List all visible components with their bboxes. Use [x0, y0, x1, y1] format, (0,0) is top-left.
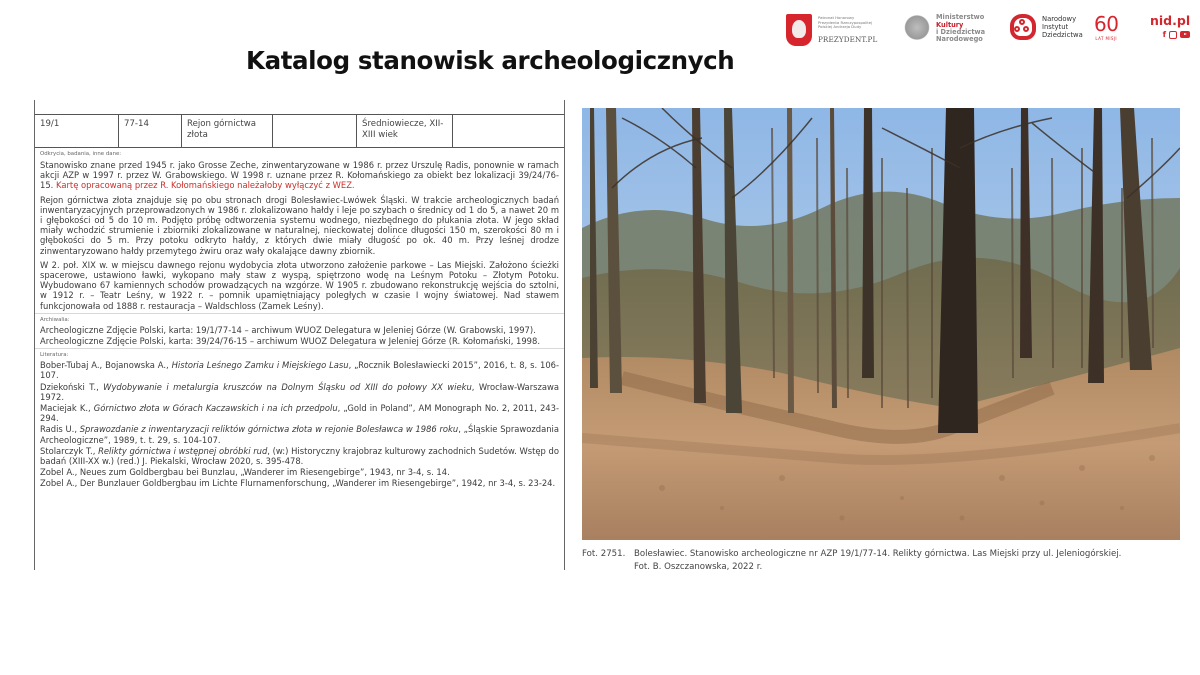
ministry-line-1: Ministerstwo [936, 13, 985, 22]
youtube-icon[interactable] [1180, 31, 1190, 38]
facebook-icon[interactable]: f [1162, 30, 1167, 39]
nid-line-3: Dziedzictwa [1042, 31, 1083, 39]
anniversary-label: LAT MISJI [1095, 36, 1118, 41]
record-header-row [35, 114, 564, 148]
anniversary-number: 60 [1094, 12, 1119, 36]
photo-number: Fot. 2751. [582, 549, 626, 559]
eagle-emblem-icon [904, 14, 930, 44]
literature-item: Bober-Tubaj A., Bojanowska A., Historia Leśnego Zamku i Miejskiego Lasu, „Rocznik Bolesławiecki 2015”, 2016, t. 8, s. 106-107. [40, 360, 559, 381]
ministry-line-2: Kultury [936, 20, 964, 29]
nid-line-2: Instytut [1042, 23, 1069, 31]
anniversary-logo [1094, 14, 1118, 41]
nidpl-logo[interactable] [1150, 14, 1190, 39]
cell-chronology: Średniowiecze, XII-XIII wiek [357, 115, 453, 147]
discoveries-paragraph-2: Rejon górnictwa złota znajduje się po obu stronach drogi Bolesławiec-Lwówek Śląski. W trakcie archeologicznych badań inwentaryzacyjnych przeprowadzonych w 1986 r. zlokalizowano hałdy i leje po szybach o średnicy od 1 do 5, a nawet 20 m i głębokości od 5 do 10 m. Podjęto próbę odtworzenia systemu wodnego, niezbędnego do płukania złota. W jego skład miały wchodzić strumienie i zbiorniki zlokalizowane w naturalnej, nieckowatej dolince długości 150 m, szerokości 80 m i głębokości do 5 m. Przy potoku odkryto hałdy, z których dwie miały długość po ok. 40 m. Przy leśnej drodze zinwentaryzowano hałdy przemytego żwiru oraz wały okalające dawny zbiornik. [40, 194, 559, 256]
site-record-card [34, 100, 565, 570]
cell-empty-2 [453, 115, 564, 147]
archive-item: Archeologiczne Zdjęcie Polski, karta: 19/1/77-14 – archiwum WUOZ Delegatura w Jeleniej Górze (W. Grabowski, 1997). [40, 324, 536, 335]
record-body [35, 148, 564, 489]
literature-item: Radis U., Sprawozdanie z inwentaryzacji reliktów górnictwa złota w rejonie Bolesławca w 1986 roku, „Śląskie Sprawozdania Archeologiczne”, 1989, t. t. 29, s. 104-107. [40, 424, 559, 445]
nid-trefoil-icon [1010, 14, 1036, 40]
archive-item: Archeologiczne Zdjęcie Polski, karta: 39/24/76-15 – archiwum WUOZ Delegatura w Jeleniej Górze (R. Kołomański, 1998. [40, 336, 541, 347]
polish-eagle-shield-icon [786, 14, 812, 46]
literature-label: Literatura: [40, 352, 69, 359]
page-title: Katalog stanowisk archeologicznych [246, 46, 735, 75]
instagram-icon[interactable] [1169, 31, 1177, 39]
photo-credit: Fot. B. Oszczanowska, 2022 r. [634, 561, 763, 572]
nidpl-link[interactable]: nid.pl [1150, 13, 1191, 28]
discoveries-note-red: Kartę opracowaną przez R. Kołomańskiego należałoby wyłączyć z WEZ. [55, 180, 355, 191]
photo-caption [582, 548, 1182, 573]
cell-site-number: 77-14 [119, 115, 182, 147]
discoveries-paragraph-3: W 2. poł. XIX w. w miejscu dawnego rejonu wydobycia złota utworzono założenie parkowe – Las Miejski. Założono ścieżki spacerowe, ustawiono ławki, wykopano mały staw z wyspą, spiętrzono wodę na Leśnym Potoku – Złotym Potoku. Wybudowano 67 kamiennych schodów prowadzących na wzgórze. W 1905 r. zbudowano rekonstrukcję wejścia do sztolni, w 1912 r. – Teatr Leśny, w 1922 r. – pomnik upamiętniający poległych w czasie I wojny światowej. Nad stawem funkcjonowała od 1888 r. restauracja – Waldschloss (Zamek Leśny). [40, 259, 559, 311]
discoveries-paragraph-1 [40, 160, 559, 191]
prezydent-patronage-text: Patronat Honorowy Prezydenta Rzeczypospolitej Polskiej Andrzeja Dudy [818, 15, 873, 30]
literature-item: Stolarczyk T., Relikty górnictwa i wstępnej obróbki rud, (w:) Historyczny krajobraz kulturowy zachodnich Sudetów. Wstęp do badań (XIII-XX w.) (red.) J. Piekalski, Wrocław 2020, s. 395-478. [40, 445, 559, 467]
nid-logo[interactable] [1010, 14, 1083, 40]
site-photo [582, 108, 1180, 540]
ministry-line-3: i Dziedzictwa [936, 28, 986, 36]
discoveries-text: Stanowisko znane przed 1945 r. jako Grosse Zeche, zinwentaryzowane w 1986 r. przez Urszulę Radis, ponownie w ramach akcji AZP w 1997 r. przez W. Grabowskiego. W 1998 r. uznane przez R. Kołomańskiego za obiekt bez lokalizacji 39/24/76-15. [40, 160, 559, 191]
cell-site-type: Rejon górnictwa złota [182, 115, 273, 147]
ministry-line-4: Narodowego [936, 35, 983, 44]
divider [35, 348, 564, 349]
archives-label: Archiwalia: [40, 316, 70, 323]
ministry-logo[interactable] [904, 14, 985, 44]
literature-item: Maciejak K., Górnictwo złota w Górach Kaczawskich i na ich przedpolu, „Gold in Poland”, AM Monograph No. 2, 2011, 243-294. [40, 403, 559, 424]
prezydent-logo[interactable] [786, 14, 877, 46]
discoveries-label: Odkrycia, badania, inne dane: [40, 151, 122, 157]
photo-description: Bolesławiec. Stanowisko archeologiczne nr AZP 19/1/77-14. Relikty górnictwa. Las Miejski przy ul. Jeleniogórskiej. [634, 549, 1122, 559]
literature-item: Dziekoński T., Wydobywanie i metalurgia kruszców na Dolnym Śląsku od XIII do połowy XX wieku, Wrocław-Warszawa 1972. [40, 381, 560, 402]
divider [35, 313, 564, 314]
partner-logos [786, 14, 1196, 54]
prezydent-name: PREZYDENT.PL [818, 34, 878, 44]
forest-photo-image [582, 108, 1180, 540]
nid-line-1: Narodowy [1042, 15, 1077, 23]
literature-item: Zobel A., Der Bunzlauer Goldbergbau im Lichte Flurnamenforschung, „Wanderer im Riesengebirge”, 1942, nr 3-4, s. 23-24. [40, 478, 556, 489]
literature-item: Zobel A., Neues zum Goldbergbau bei Bunzlau, „Wanderer im Riesengebirge”, 1943, nr 3-4, s. 14. [40, 467, 450, 478]
cell-empty-1 [273, 115, 357, 147]
cell-azp-area: 19/1 [35, 115, 119, 147]
